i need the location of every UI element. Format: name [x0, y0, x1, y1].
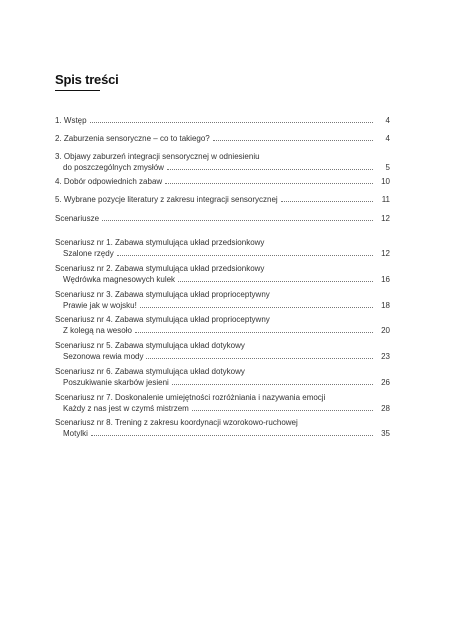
- toc-entry-title: Scenariusz nr 1. Zabawa stymulująca układ przedsionkowy: [55, 238, 265, 247]
- dot-leader: [135, 325, 373, 333]
- dot-leader: [172, 377, 373, 385]
- dot-leader: [192, 403, 373, 411]
- toc-entry-title: Scenariusz nr 2. Zabawa stymulująca układ przedsionkowy: [55, 264, 265, 273]
- toc-entry-title: Scenariusz nr 7. Doskonalenie umiejętności rozróżniania i nazywania emocji: [55, 393, 326, 402]
- toc-entry[interactable]: [55, 392, 390, 414]
- toc-page-number: 4: [385, 134, 390, 143]
- toc-page-number: 16: [381, 275, 390, 284]
- dot-leader: [281, 194, 373, 202]
- toc-entry-title: Scenariusz nr 4. Zabawa stymulująca układ proprioceptywny: [55, 315, 270, 324]
- toc-page-number: 12: [381, 214, 390, 223]
- dot-leader: [140, 300, 373, 308]
- toc-entry-subtitle: Z kolegą na wesoło: [63, 326, 132, 335]
- toc-page-number: 5: [385, 163, 390, 172]
- toc-entry-subtitle: Każdy z nas jest w czymś mistrzem: [63, 404, 189, 413]
- toc-entry[interactable]: [55, 237, 390, 259]
- dot-leader: [117, 248, 373, 256]
- toc-entry[interactable]: [55, 263, 390, 285]
- dot-leader: [178, 274, 373, 282]
- toc-entry[interactable]: [55, 289, 390, 311]
- toc-page-number: 20: [381, 326, 390, 335]
- toc-entry[interactable]: [55, 366, 390, 388]
- toc-entry[interactable]: [55, 194, 390, 205]
- toc-page-number: 28: [381, 404, 390, 413]
- toc-entry-title: 5. Wybrane pozycje literatury z zakresu integracji sensorycznej: [55, 195, 278, 204]
- toc-entry[interactable]: [55, 340, 390, 362]
- toc-page-number: 23: [381, 352, 390, 361]
- toc-entry[interactable]: [55, 176, 390, 187]
- toc-entry-title: Scenariusz nr 5. Zabawa stymulująca układ dotykowy: [55, 341, 245, 350]
- dot-leader: [213, 133, 373, 141]
- toc-entry-subtitle: do poszczególnych zmysłów: [63, 163, 164, 172]
- toc-entry[interactable]: [55, 314, 390, 336]
- toc-entry-title: 4. Dobór odpowiednich zabaw: [55, 177, 163, 186]
- toc-page-number: 4: [385, 116, 390, 125]
- toc-entry-title: 1. Wstęp: [55, 116, 87, 125]
- toc-entry-title: 2. Zaburzenia sensoryczne – co to takiego?: [55, 134, 210, 143]
- toc-page-number: 26: [381, 378, 390, 387]
- toc-page-number: 11: [381, 195, 390, 204]
- toc-entry-subtitle: Poszukiwanie skarbów jesieni: [63, 378, 169, 387]
- toc-entry[interactable]: [55, 133, 390, 144]
- dot-leader: [102, 213, 373, 221]
- dot-leader: [91, 428, 373, 436]
- dot-leader: [146, 351, 373, 359]
- toc-entry-subtitle: Sezonowa rewia mody: [63, 352, 144, 361]
- toc-entry-subtitle: Wędrówka magnesowych kulek: [63, 275, 176, 284]
- toc-entry[interactable]: [55, 417, 390, 439]
- toc-entry[interactable]: [55, 151, 390, 173]
- toc-page-number: 35: [381, 429, 390, 438]
- toc-entry-subtitle: Szalone rzędy: [63, 249, 114, 258]
- toc-entry-subtitle: Motylki: [63, 429, 88, 438]
- toc-page-number: 10: [381, 177, 390, 186]
- toc-entry[interactable]: [55, 115, 390, 126]
- toc-page-number: 18: [381, 301, 390, 310]
- toc-entry[interactable]: [55, 213, 390, 224]
- toc-entry-title: Scenariusz nr 8. Trening z zakresu koordynacji wzorokowo-ruchowej: [55, 418, 298, 427]
- dot-leader: [167, 162, 373, 170]
- toc-entry-subtitle: Prawie jak w wojsku!: [63, 301, 137, 310]
- page-title: Spis treści: [55, 72, 119, 87]
- title-underline: [55, 90, 100, 91]
- toc-entry-title: Scenariusz nr 6. Zabawa stymulująca układ dotykowy: [55, 367, 245, 376]
- dot-leader: [165, 176, 373, 184]
- dot-leader: [90, 115, 373, 123]
- toc-entry-title: 3. Objawy zaburzeń integracji sensorycznej w odniesieniu: [55, 152, 260, 161]
- toc-entry-title: Scenariusze: [55, 214, 100, 223]
- toc-entry-title: Scenariusz nr 3. Zabawa stymulująca układ proprioceptywny: [55, 290, 270, 299]
- toc-page-number: 12: [381, 249, 390, 258]
